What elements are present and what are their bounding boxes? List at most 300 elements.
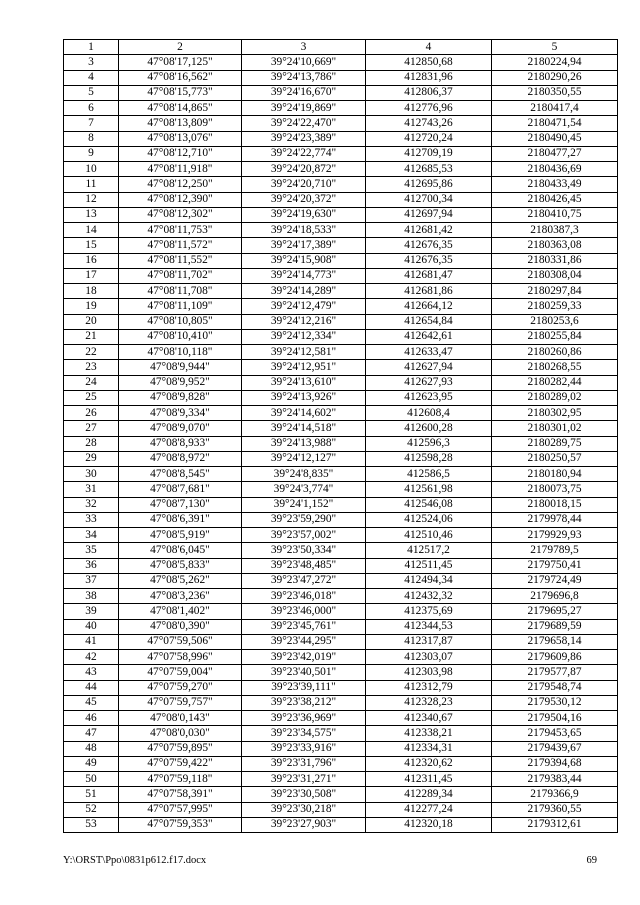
table-cell: 4 — [64, 70, 119, 85]
table-cell: 2179530,12 — [492, 695, 618, 710]
table-cell: 5 — [64, 85, 119, 100]
table-row — [64, 360, 618, 375]
table-cell: 412494,34 — [366, 573, 492, 588]
table-cell: 39°24'12,216" — [242, 314, 366, 329]
table-cell: 2180253,6 — [492, 314, 618, 329]
table-cell: 412685,53 — [366, 162, 492, 177]
table-cell: 412303,98 — [366, 665, 492, 680]
table-row — [64, 436, 618, 451]
table-cell: 14 — [64, 223, 119, 238]
table-cell: 47°08'11,753" — [119, 223, 242, 238]
table-row — [64, 726, 618, 741]
table-cell: 18 — [64, 284, 119, 299]
table-cell: 412546,08 — [366, 497, 492, 512]
table-cell: 39°24'23,389" — [242, 131, 366, 146]
table-row — [64, 284, 618, 299]
table-cell: 47°08'9,828" — [119, 390, 242, 405]
table-cell: 47°07'59,506" — [119, 634, 242, 649]
table-row — [64, 207, 618, 222]
table-cell: 412681,47 — [366, 268, 492, 283]
table-row — [64, 329, 618, 344]
table-cell: 412681,86 — [366, 284, 492, 299]
table-cell: 47°07'59,353" — [119, 817, 242, 832]
table-cell: 50 — [64, 772, 119, 787]
table-cell: 47°08'0,030" — [119, 726, 242, 741]
table-row — [64, 146, 618, 161]
table-cell: 39°24'14,289" — [242, 284, 366, 299]
table-cell: 47°08'6,391" — [119, 512, 242, 527]
table-cell: 47°08'10,410" — [119, 329, 242, 344]
table-row — [64, 70, 618, 85]
table-cell: 2179312,61 — [492, 817, 618, 832]
table-row — [64, 543, 618, 558]
table-cell: 29 — [64, 451, 119, 466]
table-cell: 47°08'13,076" — [119, 131, 242, 146]
table-row — [64, 375, 618, 390]
table-cell: 2180260,86 — [492, 345, 618, 360]
table-cell: 47°08'10,805" — [119, 314, 242, 329]
table-cell: 412328,23 — [366, 695, 492, 710]
table-cell: 2180289,75 — [492, 436, 618, 451]
table-cell: 39°23'39,111" — [242, 680, 366, 695]
table-row — [64, 528, 618, 543]
table-cell: 412334,31 — [366, 741, 492, 756]
table-cell: 3 — [64, 55, 119, 70]
table-cell: 412312,79 — [366, 680, 492, 695]
table-row — [64, 711, 618, 726]
table-cell: 412623,95 — [366, 390, 492, 405]
table-cell: 412642,61 — [366, 329, 492, 344]
table-cell: 412627,93 — [366, 375, 492, 390]
table-cell: 2180350,55 — [492, 85, 618, 100]
table-row — [64, 406, 618, 421]
table-cell: 47°07'58,996" — [119, 650, 242, 665]
table-cell: 45 — [64, 695, 119, 710]
table-cell: 47°07'59,270" — [119, 680, 242, 695]
header-col-3: 3 — [242, 40, 366, 55]
table-cell: 10 — [64, 162, 119, 177]
table-cell: 2179577,87 — [492, 665, 618, 680]
table-cell: 2180255,84 — [492, 329, 618, 344]
table-cell: 2179929,93 — [492, 528, 618, 543]
table-cell: 39°24'14,518" — [242, 421, 366, 436]
table-cell: 412633,47 — [366, 345, 492, 360]
table-row — [64, 299, 618, 314]
table-header-row — [64, 40, 618, 55]
table-cell: 47°08'11,918" — [119, 162, 242, 177]
table-cell: 412289,34 — [366, 787, 492, 802]
table-cell: 39°23'59,290" — [242, 512, 366, 527]
table-cell: 2179696,8 — [492, 589, 618, 604]
table-cell: 22 — [64, 345, 119, 360]
table-cell: 47°08'15,773" — [119, 85, 242, 100]
table-cell: 39°24'20,372" — [242, 192, 366, 207]
table-cell: 412831,96 — [366, 70, 492, 85]
table-cell: 46 — [64, 711, 119, 726]
table-cell: 20 — [64, 314, 119, 329]
table-cell: 47°08'9,334" — [119, 406, 242, 421]
table-cell: 2180471,54 — [492, 116, 618, 131]
table-cell: 412320,18 — [366, 817, 492, 832]
table-cell: 412586,5 — [366, 467, 492, 482]
table-cell: 412510,46 — [366, 528, 492, 543]
table-cell: 2180410,75 — [492, 207, 618, 222]
table-cell: 412303,07 — [366, 650, 492, 665]
table-cell: 2179724,49 — [492, 573, 618, 588]
table-row — [64, 451, 618, 466]
table-cell: 17 — [64, 268, 119, 283]
table-cell: 47°08'11,109" — [119, 299, 242, 314]
table-cell: 8 — [64, 131, 119, 146]
table-cell: 39°24'14,773" — [242, 268, 366, 283]
table-cell: 2179658,14 — [492, 634, 618, 649]
table-cell: 2179394,68 — [492, 756, 618, 771]
table-cell: 39°23'42,019" — [242, 650, 366, 665]
table-cell: 42 — [64, 650, 119, 665]
table-cell: 39°24'19,869" — [242, 101, 366, 116]
table-cell: 39°24'12,581" — [242, 345, 366, 360]
table-row — [64, 680, 618, 695]
table-cell: 47°08'14,865" — [119, 101, 242, 116]
table-cell: 412664,12 — [366, 299, 492, 314]
table-cell: 31 — [64, 482, 119, 497]
table-cell: 30 — [64, 467, 119, 482]
table-cell: 412806,37 — [366, 85, 492, 100]
table-cell: 47°07'59,004" — [119, 665, 242, 680]
table-cell: 26 — [64, 406, 119, 421]
table-cell: 47°08'8,972" — [119, 451, 242, 466]
table-cell: 52 — [64, 802, 119, 817]
table-row — [64, 467, 618, 482]
table-row — [64, 802, 618, 817]
table-row — [64, 85, 618, 100]
table-cell: 49 — [64, 756, 119, 771]
table-cell: 412561,98 — [366, 482, 492, 497]
table-cell: 412676,35 — [366, 253, 492, 268]
table-cell: 2180259,33 — [492, 299, 618, 314]
table-row — [64, 650, 618, 665]
table-cell: 7 — [64, 116, 119, 131]
table-row — [64, 817, 618, 832]
table-cell: 47°07'59,757" — [119, 695, 242, 710]
table-row — [64, 695, 618, 710]
table-cell: 47°08'9,070" — [119, 421, 242, 436]
table-row — [64, 116, 618, 131]
table-cell: 47°07'59,895" — [119, 741, 242, 756]
table-cell: 2180363,08 — [492, 238, 618, 253]
table-cell: 412524,06 — [366, 512, 492, 527]
table-cell: 2180302,95 — [492, 406, 618, 421]
table-cell: 2179453,65 — [492, 726, 618, 741]
table-cell: 47°07'59,422" — [119, 756, 242, 771]
table-cell: 47°08'11,708" — [119, 284, 242, 299]
table-cell: 412850,68 — [366, 55, 492, 70]
table-cell: 39°24'10,669" — [242, 55, 366, 70]
table-cell: 2180417,4 — [492, 101, 618, 116]
table-cell: 47 — [64, 726, 119, 741]
table-cell: 39°23'36,969" — [242, 711, 366, 726]
table-cell: 47°08'9,952" — [119, 375, 242, 390]
table-cell: 25 — [64, 390, 119, 405]
table-cell: 412681,42 — [366, 223, 492, 238]
table-row — [64, 314, 618, 329]
table-row — [64, 131, 618, 146]
table-cell: 39°23'45,761" — [242, 619, 366, 634]
table-cell: 15 — [64, 238, 119, 253]
table-cell: 412317,87 — [366, 634, 492, 649]
table-cell: 412344,53 — [366, 619, 492, 634]
table-row — [64, 177, 618, 192]
table-cell: 36 — [64, 558, 119, 573]
table-cell: 37 — [64, 573, 119, 588]
table-cell: 24 — [64, 375, 119, 390]
table-cell: 47°08'3,236" — [119, 589, 242, 604]
table-cell: 2180180,94 — [492, 467, 618, 482]
table-cell: 2180387,3 — [492, 223, 618, 238]
table-cell: 39°23'46,018" — [242, 589, 366, 604]
table-cell: 28 — [64, 436, 119, 451]
table-cell: 47°07'59,118" — [119, 772, 242, 787]
table-cell: 412608,4 — [366, 406, 492, 421]
table-cell: 2180224,94 — [492, 55, 618, 70]
table-cell: 2179360,55 — [492, 802, 618, 817]
table-cell: 2180250,57 — [492, 451, 618, 466]
table-cell: 38 — [64, 589, 119, 604]
table-cell: 39°24'17,389" — [242, 238, 366, 253]
table-row — [64, 634, 618, 649]
table-cell: 47°08'0,390" — [119, 619, 242, 634]
table-cell: 47°08'16,562" — [119, 70, 242, 85]
table-cell: 2179439,67 — [492, 741, 618, 756]
table-cell: 2180436,69 — [492, 162, 618, 177]
table-cell: 2179750,41 — [492, 558, 618, 573]
table-cell: 412596,3 — [366, 436, 492, 451]
table-cell: 39°24'12,334" — [242, 329, 366, 344]
table-cell: 412695,86 — [366, 177, 492, 192]
table-cell: 39°24'15,908" — [242, 253, 366, 268]
table-row — [64, 573, 618, 588]
table-cell: 47°08'7,130" — [119, 497, 242, 512]
table-row — [64, 482, 618, 497]
table-cell: 47°08'5,833" — [119, 558, 242, 573]
table-cell: 39°24'1,152" — [242, 497, 366, 512]
table-cell: 412338,21 — [366, 726, 492, 741]
table-row — [64, 558, 618, 573]
table-cell: 47°07'58,391" — [119, 787, 242, 802]
table-cell: 39°24'19,630" — [242, 207, 366, 222]
table-cell: 2180290,26 — [492, 70, 618, 85]
table-cell: 41 — [64, 634, 119, 649]
table-cell: 39°23'50,334" — [242, 543, 366, 558]
table-cell: 47°08'6,045" — [119, 543, 242, 558]
table-row — [64, 253, 618, 268]
table-cell: 12 — [64, 192, 119, 207]
table-cell: 44 — [64, 680, 119, 695]
table-cell: 32 — [64, 497, 119, 512]
table-cell: 47°08'9,944" — [119, 360, 242, 375]
table-cell: 35 — [64, 543, 119, 558]
table-cell: 47°08'1,402" — [119, 604, 242, 619]
table-cell: 47°08'5,262" — [119, 573, 242, 588]
table-row — [64, 192, 618, 207]
table-cell: 412598,28 — [366, 451, 492, 466]
table-row — [64, 604, 618, 619]
table-cell: 13 — [64, 207, 119, 222]
table-cell: 2179695,27 — [492, 604, 618, 619]
table-cell: 412743,26 — [366, 116, 492, 131]
table-cell: 412517,2 — [366, 543, 492, 558]
table-cell: 39°23'31,271" — [242, 772, 366, 787]
table-cell: 39°24'13,610" — [242, 375, 366, 390]
table-cell: 412676,35 — [366, 238, 492, 253]
table-cell: 47°07'57,995" — [119, 802, 242, 817]
table-row — [64, 589, 618, 604]
table-cell: 412320,62 — [366, 756, 492, 771]
table-cell: 2180018,15 — [492, 497, 618, 512]
table-cell: 412697,94 — [366, 207, 492, 222]
table-cell: 2180308,04 — [492, 268, 618, 283]
table-row — [64, 619, 618, 634]
table-cell: 47°08'11,702" — [119, 268, 242, 283]
table-cell: 33 — [64, 512, 119, 527]
table-row — [64, 238, 618, 253]
table-cell: 39°24'13,926" — [242, 390, 366, 405]
table-cell: 2179609,86 — [492, 650, 618, 665]
table-cell: 40 — [64, 619, 119, 634]
table-row — [64, 268, 618, 283]
table-cell: 412720,24 — [366, 131, 492, 146]
table-cell: 39°24'12,127" — [242, 451, 366, 466]
table-cell: 47°08'12,710" — [119, 146, 242, 161]
coordinates-table — [63, 39, 618, 833]
table-cell: 47°08'5,919" — [119, 528, 242, 543]
table-cell: 412709,19 — [366, 146, 492, 161]
table-row — [64, 101, 618, 116]
table-cell: 47°08'12,250" — [119, 177, 242, 192]
table-cell: 412375,69 — [366, 604, 492, 619]
table-cell: 39°24'14,602" — [242, 406, 366, 421]
table-cell: 19 — [64, 299, 119, 314]
table-cell: 39°24'3,774" — [242, 482, 366, 497]
table-cell: 47°08'8,933" — [119, 436, 242, 451]
table-cell: 39°23'44,295" — [242, 634, 366, 649]
table-cell: 2179978,44 — [492, 512, 618, 527]
table-cell: 2180477,27 — [492, 146, 618, 161]
table-cell: 53 — [64, 817, 119, 832]
table-cell: 2179548,74 — [492, 680, 618, 695]
table-cell: 39°23'34,575" — [242, 726, 366, 741]
coordinates-table-container — [63, 39, 617, 833]
table-row — [64, 665, 618, 680]
table-cell: 47°08'13,809" — [119, 116, 242, 131]
table-cell: 47°08'17,125" — [119, 55, 242, 70]
header-col-4: 4 — [366, 40, 492, 55]
table-cell: 412600,28 — [366, 421, 492, 436]
table-cell: 47°08'11,572" — [119, 238, 242, 253]
table-cell: 47°08'0,143" — [119, 711, 242, 726]
table-cell: 21 — [64, 329, 119, 344]
table-cell: 2180433,49 — [492, 177, 618, 192]
table-cell: 39°23'31,796" — [242, 756, 366, 771]
table-cell: 47°08'10,118" — [119, 345, 242, 360]
table-cell: 39°23'48,485" — [242, 558, 366, 573]
table-cell: 47°08'7,681" — [119, 482, 242, 497]
table-cell: 48 — [64, 741, 119, 756]
table-cell: 2180301,02 — [492, 421, 618, 436]
table-cell: 2180268,55 — [492, 360, 618, 375]
table-cell: 39°24'13,786" — [242, 70, 366, 85]
table-cell: 39°24'22,774" — [242, 146, 366, 161]
table-row — [64, 223, 618, 238]
table-cell: 2180490,45 — [492, 131, 618, 146]
table-cell: 39°24'12,951" — [242, 360, 366, 375]
table-cell: 412511,45 — [366, 558, 492, 573]
table-cell: 39°24'8,835" — [242, 467, 366, 482]
table-cell: 412277,24 — [366, 802, 492, 817]
page-number: 69 — [586, 855, 597, 866]
table-row — [64, 756, 618, 771]
table-cell: 2180297,84 — [492, 284, 618, 299]
table-row — [64, 162, 618, 177]
table-cell: 39°23'27,903" — [242, 817, 366, 832]
table-cell: 39°24'18,533" — [242, 223, 366, 238]
table-cell: 2179366,9 — [492, 787, 618, 802]
table-cell: 11 — [64, 177, 119, 192]
table-cell: 2179383,44 — [492, 772, 618, 787]
table-cell: 47°08'11,552" — [119, 253, 242, 268]
table-row — [64, 772, 618, 787]
table-cell: 39°23'33,916" — [242, 741, 366, 756]
table-cell: 412776,96 — [366, 101, 492, 116]
table-row — [64, 787, 618, 802]
table-row — [64, 741, 618, 756]
table-cell: 412700,34 — [366, 192, 492, 207]
table-cell: 47°08'8,545" — [119, 467, 242, 482]
table-cell: 51 — [64, 787, 119, 802]
table-cell: 412432,32 — [366, 589, 492, 604]
table-row — [64, 512, 618, 527]
table-row — [64, 345, 618, 360]
table-cell: 9 — [64, 146, 119, 161]
table-cell: 412340,67 — [366, 711, 492, 726]
table-row — [64, 497, 618, 512]
table-cell: 39°24'12,479" — [242, 299, 366, 314]
table-cell: 39°24'13,988" — [242, 436, 366, 451]
table-cell: 39°24'20,710" — [242, 177, 366, 192]
header-col-1: 1 — [64, 40, 119, 55]
table-cell: 39°24'22,470" — [242, 116, 366, 131]
table-cell: 2180331,86 — [492, 253, 618, 268]
table-cell: 39°23'57,002" — [242, 528, 366, 543]
header-col-5: 5 — [492, 40, 618, 55]
table-cell: 412627,94 — [366, 360, 492, 375]
table-row — [64, 55, 618, 70]
table-cell: 2180282,44 — [492, 375, 618, 390]
table-cell: 27 — [64, 421, 119, 436]
table-cell: 47°08'12,302" — [119, 207, 242, 222]
table-body — [64, 55, 618, 833]
table-cell: 39°23'30,508" — [242, 787, 366, 802]
table-cell: 39 — [64, 604, 119, 619]
table-cell: 2180073,75 — [492, 482, 618, 497]
table-cell: 2179689,59 — [492, 619, 618, 634]
table-cell: 39°23'38,212" — [242, 695, 366, 710]
document-path: Y:\ORST\Ppo\0831p612.f17.docx — [63, 855, 207, 866]
table-cell: 39°24'20,872" — [242, 162, 366, 177]
table-cell: 6 — [64, 101, 119, 116]
table-cell: 39°23'30,218" — [242, 802, 366, 817]
table-cell: 412311,45 — [366, 772, 492, 787]
